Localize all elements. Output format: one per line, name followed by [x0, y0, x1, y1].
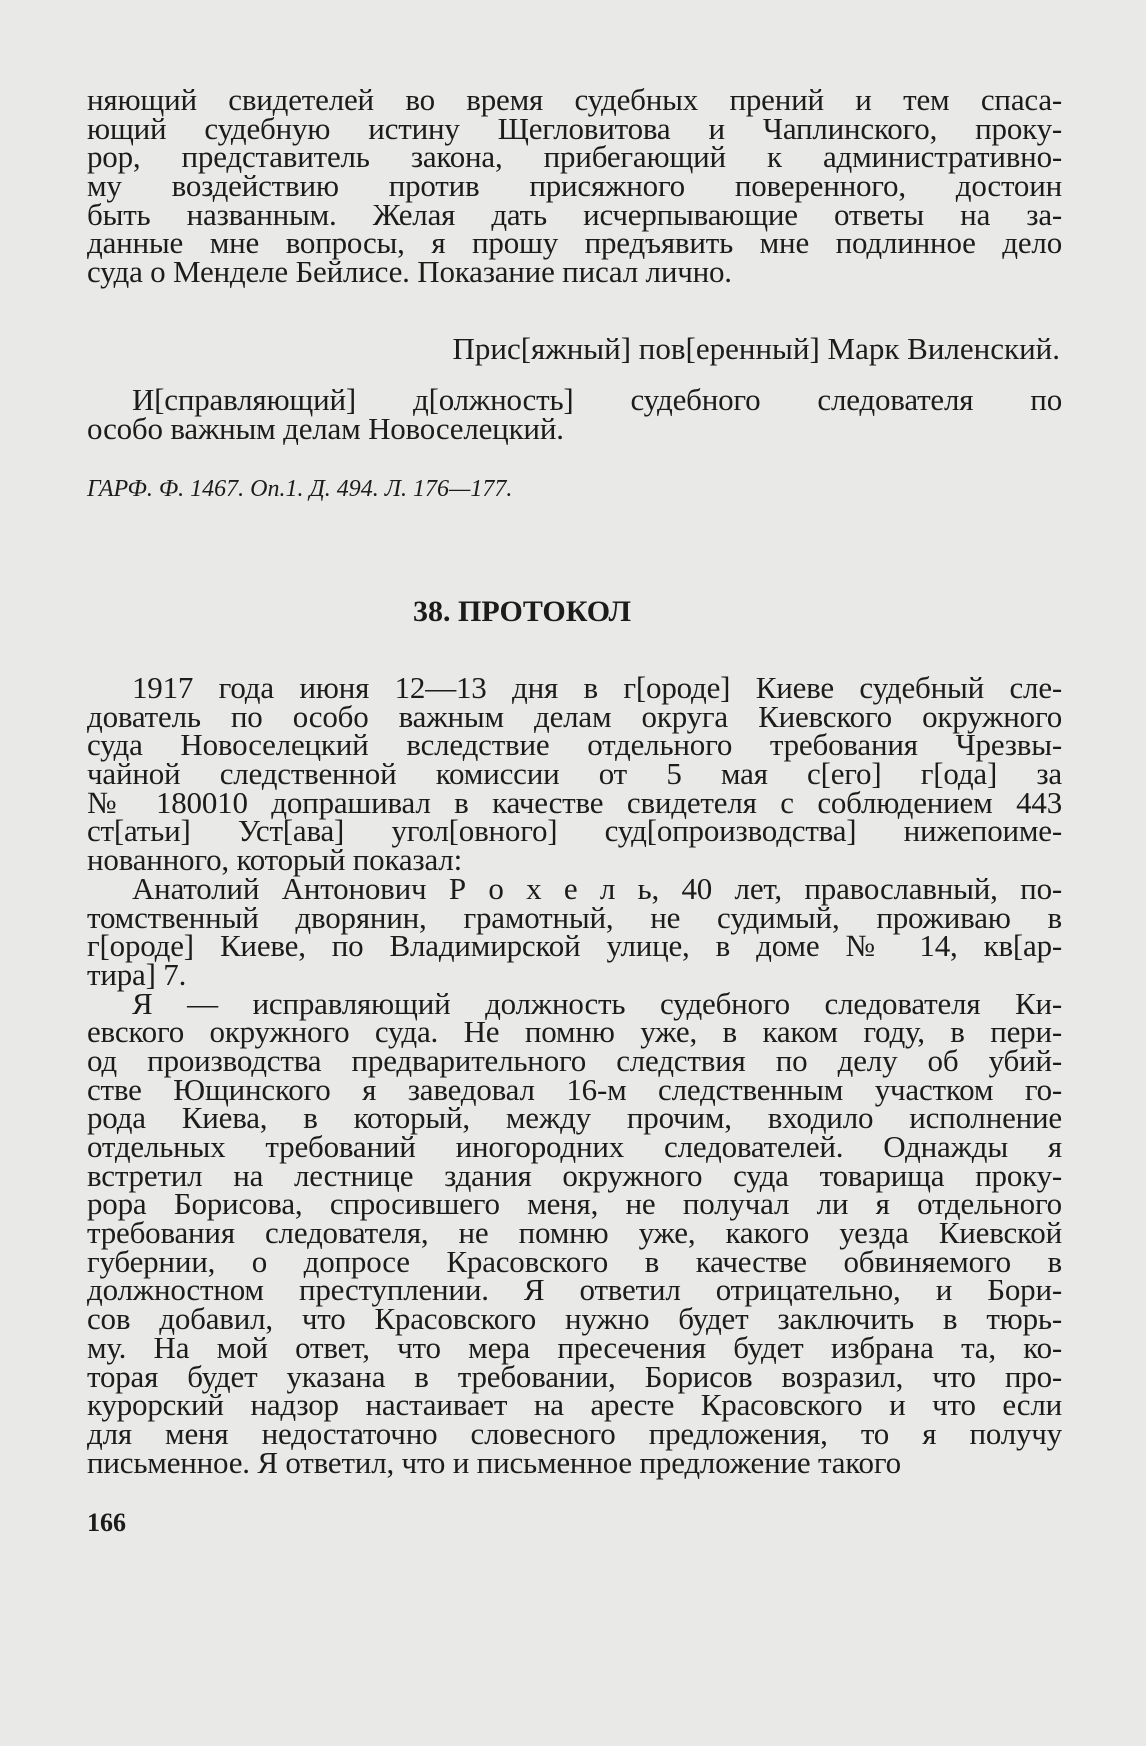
text-line: рора Борисова, спросившего меня, не получал ли я отдельного [87, 1186, 1062, 1222]
text-line: дователь по особо важным делам округа Киевского окружного [87, 698, 1062, 734]
text-line: г[ороде] Киеве, по Владимирской улице, в доме № 14, кв[ар- [87, 928, 1062, 964]
text-line: евского окружного суда. Не помню уже, в каком году, в пери- [87, 1014, 1062, 1050]
text-line: суда о Менделе Бейлисе. Показание писал лично. [87, 254, 732, 290]
text-line: встретил на лестнице здания окружного суда товарища проку- [87, 1157, 1062, 1193]
text-line: торая будет указана в требовании, Борисов возразил, что про- [87, 1358, 1062, 1394]
text-line: ющий судебную истину Щегловитова и Чаплинского, проку- [87, 110, 1062, 146]
text-line: нованного, который показал: [87, 842, 462, 878]
text-line: рор, представитель закона, прибегающий к административно- [87, 139, 1062, 175]
text-line: няющий свидетелей во время судебных прений и тем спаса- [87, 82, 1062, 117]
signature-vilensky: Прис[яжный] пов[еренный] Марк Виленский. [452, 331, 1060, 366]
text-line: чайной следственной комиссии от 5 мая с[его] г[ода] за [87, 756, 1062, 792]
text-line: требования следователя, не помню уже, какого уезда Киевской [87, 1215, 1062, 1251]
text-line: суда Новоселецкий вследствие отдельного требования Чрезвы- [87, 727, 1062, 763]
text-line: письменное. Я ответил, что и письменное предложение такого [87, 1444, 901, 1480]
text-line: быть названным. Желая дать исчерпывающие ответы на за- [87, 196, 1062, 232]
text-line: рода Киева, в который, между прочим, входило исполнение [87, 1100, 1062, 1136]
text-line: отдельных требований иногородних следователей. Однажды я [87, 1129, 1062, 1164]
text-line: од производства предварительного следствия по делу об убий- [87, 1042, 1062, 1078]
text-line: стве Ющинского я заведовал 16-м следственным участком го- [87, 1071, 1062, 1107]
text-line: И[справляющий] д[олжность] судебного следователя по [132, 382, 1062, 417]
text-line: Анатолий Антонович Р о х е л ь, 40 лет, православный, по- [132, 870, 1062, 906]
text-line: губернии, о допросе Красовского в качестве обвиняемого в [87, 1243, 1062, 1279]
text-line: му. На мой ответ, что мера пресечения будет избрана та, ко- [87, 1329, 1062, 1365]
text-line: сов добавил, что Красовского нужно будет заключить в тюрь- [87, 1301, 1062, 1337]
page-number: 166 [87, 1508, 126, 1537]
protocol-body [87, 670, 1062, 1480]
text-line: Я — исправляющий должность судебного следователя Ки- [132, 985, 1062, 1021]
section-heading: 38. ПРОТОКОЛ [413, 595, 631, 628]
text-line: должностном преступлении. Я ответил отрицательно, и Бори- [87, 1272, 1062, 1308]
text-line: особо важным делам Новоселецкий. [87, 410, 564, 446]
text-line: данные мне вопросы, я прошу предъявить мне подлинное дело [87, 225, 1062, 261]
text-line: № 180010 допрашивал в качестве свидетеля с соблюдением 443 [87, 784, 1062, 820]
text-line: курорский надзор настаивает на аресте Красовского и что если [87, 1387, 1062, 1423]
text-line: ст[атьи] Уст[ава] угол[овного] суд[опроизводства] нижепоиме- [87, 813, 1062, 849]
text-line: томственный дворянин, грамотный, не судимый, проживаю в [87, 899, 1062, 935]
archive-source-reference: ГАРФ. Ф. 1467. Оп.1. Д. 494. Л. 176—177. [87, 476, 513, 502]
paragraph-signature-novoseletsky [87, 382, 1062, 446]
text-line: 1917 года июня 12—13 дня в г[ороде] Киеве судебный сле- [132, 670, 1062, 705]
text-line: му воздействию против присяжного поверенного, достоин [87, 168, 1062, 204]
text-line: для меня недостаточно словесного предложения, то я получу [87, 1415, 1062, 1451]
text-line: тира] 7. [87, 956, 187, 992]
paragraph-continued [87, 82, 1062, 290]
